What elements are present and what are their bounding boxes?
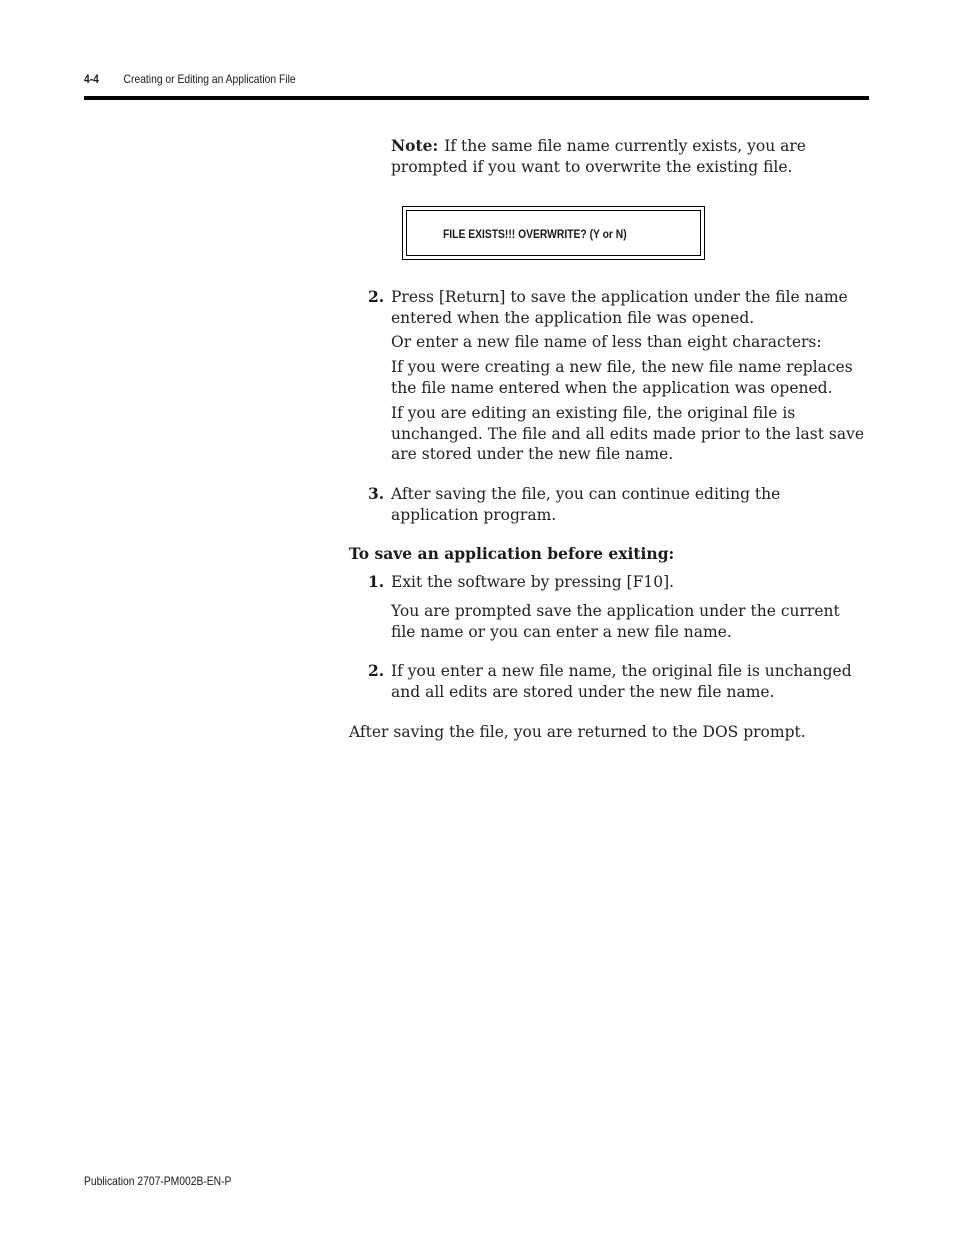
publication-footer: Publication 2707-PM002B-EN-P: [84, 1174, 232, 1188]
note-paragraph: [391, 136, 869, 177]
chapter-title: Creating or Editing an Application File: [123, 72, 296, 86]
section-heading: To save an application before exiting:: [349, 544, 675, 563]
step-paragraph: Exit the software by pressing [F10].: [391, 573, 675, 591]
step-paragraph: Or enter a new file name of less than eight characters:: [391, 333, 822, 351]
step-paragraph: Press [Return] to save the application under the file name entered when the application file was opened.: [391, 288, 848, 327]
step-number: 3.: [368, 484, 385, 503]
step-paragraph: If you were creating a new file, the new file name replaces the file name entered when the application was opened.: [391, 358, 853, 397]
note-text: If the same file name currently exists, you are prompted if you want to overwrite the existing file.: [391, 137, 806, 176]
dialog-message: FILE EXISTS!!! OVERWRITE? (Y or N): [443, 227, 627, 241]
page-header: [84, 72, 296, 86]
header-rule: [84, 96, 869, 100]
page-number: 4-4: [84, 72, 99, 86]
step-paragraph: If you are editing an existing file, the original file is unchanged. The file and all edits made prior to the last save are stored under the new file name.: [391, 404, 865, 463]
dialog-inner-border: [406, 210, 701, 256]
step-paragraph: After saving the file, you can continue editing the application program.: [391, 485, 781, 524]
step-number: 1.: [368, 572, 385, 591]
step-paragraph: You are prompted save the application under the current file name or you can enter a new file name.: [391, 602, 840, 641]
closing-paragraph: After saving the file, you are returned to the DOS prompt.: [349, 723, 806, 741]
step-number: 2.: [368, 661, 385, 680]
step-number: 2.: [368, 287, 385, 306]
overwrite-dialog: [402, 206, 705, 260]
step-paragraph: If you enter a new file name, the original file is unchanged and all edits are stored under the new file name.: [391, 662, 852, 701]
note-label: Note:: [391, 136, 439, 155]
